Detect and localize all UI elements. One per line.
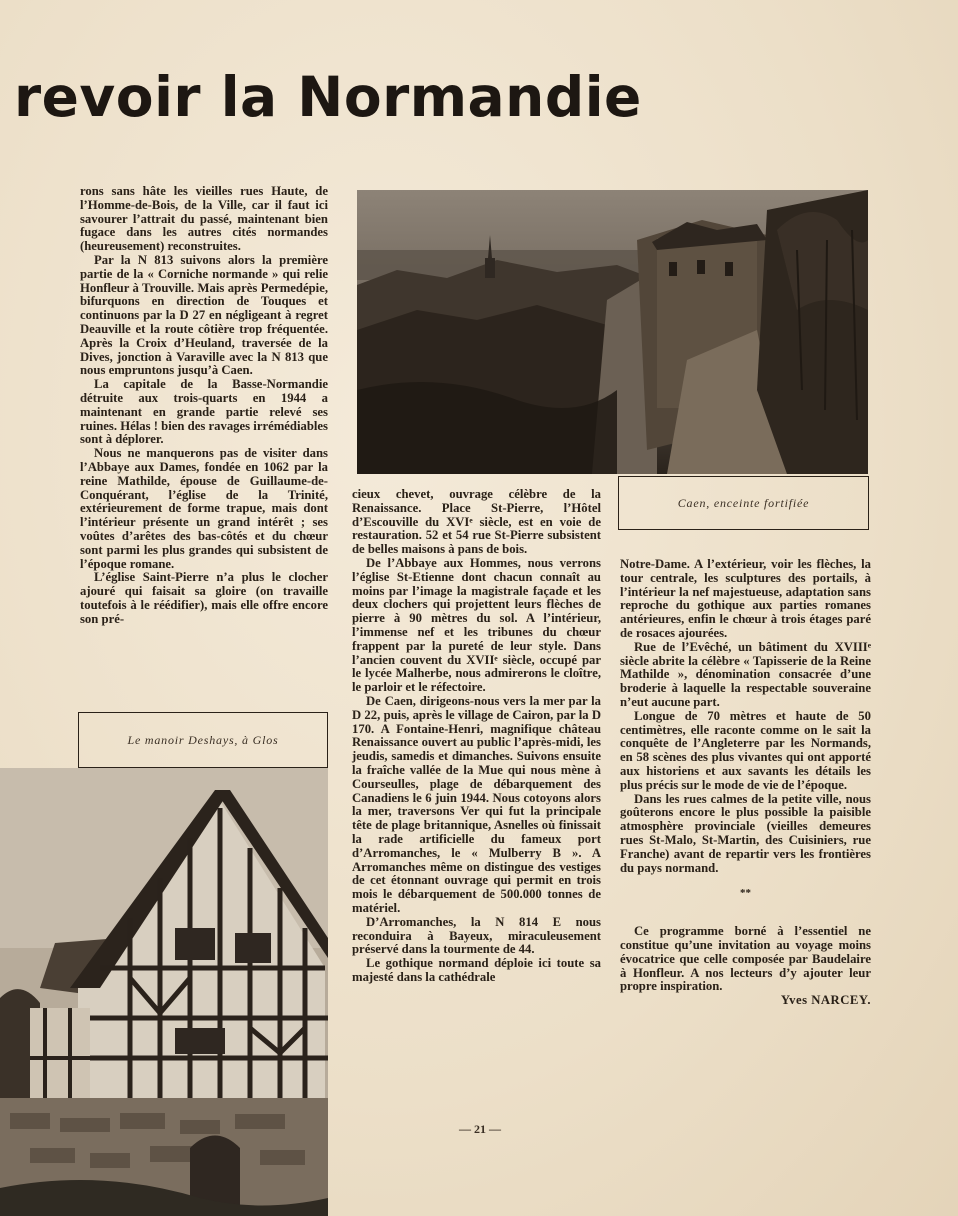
paragraph: L’église Saint-Pierre n’a plus le clocher ajouré qui faisait sa gloire (on travaille toutefois à le réédifier), mais elle offre encore son pré- [80,570,328,626]
paragraph: cieux chevet, ouvrage célèbre de la Renaissance. Place St-Pierre, l’Hôtel d’Escouville du XVIᵉ siècle, est en voie de restauration. 52 et 54 rue St-Pierre subsistent de belles maisons à pans de bois. [352,487,601,557]
paragraph: Nous ne manquerons pas de visiter dans l’Abbaye aux Dames, fondée en 1062 par la reine Mathilde, épouse de Guillaume-de-Conquérant, l’église de la Trinité, extérieurement de forme trapue, mais dont l’intérieur présente un grand intérêt ; ses voûtes d’arêtes des bas-côtés et du chœur sont parmi les plus grandes qui subsistent de l’époque romane. [80,446,328,571]
author-signature: Yves NARCEY. [780,993,871,1008]
paragraph: Par la N 813 suivons alors la première partie de la « Corniche normande » qui relie Honfleur à Trouville. Mais après Permedépie, bifurquons en direction de Touques et continuons par la D 27 en négligeant à regret Deauville et la route côtière trop fréquentée. Après la Croix d’Heuland, traversée de la Dives, jonction à Varaville avec la N 813 que nous empruntons jusqu’à Caen. [80,252,328,378]
conclusion-paragraph: Ce programme borné à l’essentiel ne constitue qu’une invitation au voyage moins évocatrice que celle composée par Baudelaire à Honfleur. A nos lecteurs d’y ajouter leur propre inspiration. [620,924,871,994]
paragraph: Dans les rues calmes de la petite ville, nous goûterons encore le plus possible la paisible atmosphère provinciale (vieilles demeures rues St-Malo, St-Martin, des Cuisiniers, rue Franche) avant de repartir vers les frontières du pays normand. [620,791,871,875]
paragraph: De Caen, dirigeons-nous vers la mer par la D 22, puis, après le village de Cairon, par la D 170. A Fontaine-Henri, magnifique château Renaissance ouvert au public l’après-midi, les jeudis, samedis et dimanches. Suivons ensuite la fraîche vallée de la Mue qui nous mène à Courseulles, plage de débarquement des Canadiens le 6 juin 1944. Nous cotoyons alors la mer, traversons Ver qui fut la principale tête de plage britannique, Asnelles où finissait la rade artificielle du fameux port d’Arromanches, le « Mulberry B ». A Arromanches même on distingue des vestiges de cet étonnant ouvrage qui permit en trois mois le débarquement de 500.000 tonnes de matériel. [352,693,601,915]
column-3 [620,558,871,1008]
caen-photo-caption: Caen, enceinte fortifiée [618,476,869,530]
paragraph: Notre-Dame. A l’extérieur, voir les flèches, la tour centrale, les sculptures des portails, à l’intérieur la nef majestueuse, adaptation sans reproche du gothique aux parties romanes antérieures, enfin le chœur à trois étages paré de rosaces ajourées. [620,557,871,640]
paragraph: Le gothique normand déploie ici toute sa majesté dans la cathédrale [352,956,601,984]
manoir-deshays-photo [0,768,328,1216]
caen-photo-illustration [357,190,868,474]
column-2 [352,488,601,985]
caen-fortified-wall-photo [357,190,868,474]
section-separator: ** [740,887,751,900]
paragraph: rons sans hâte les vieilles rues Haute, de l’Homme-de-Bois, de la Ville, car il faut ici savourer l’attrait du passé, maintenant bien fugace dans les autres cités normandes (heureusement) reconstruites. [80,184,328,254]
paragraph: Longue de 70 mètres et haute de 50 centimètres, elle raconte comme on le sait la conquête de l’Angleterre par les Normands, en 58 scènes des plus vivantes qui ont apporté aux historiens et aux savants les détails les plus précis sur le mode de vie de l’époque. [620,708,871,792]
article-title: revoir la Normandie [14,65,642,129]
paragraph: Rue de l’Evêché, un bâtiment du XVIIIᵉ siècle abrite la célèbre « Tapisserie de la Reine Mathilde », dénomination consacrée d’une broderie à laquelle la respectable souveraine n’eut aucune part. [620,639,871,709]
paragraph: De l’Abbaye aux Hommes, nous verrons l’église St-Etienne dont chacun connaît au moins par l’image la magistrale façade et les deux clochers qui projettent leurs flèches de pierre à 90 mètres du sol. A l’intérieur, l’immense nef et les tribunes du chœur frappent par la pureté de leur style. Dans l’ancien couvent du XVIIᵉ siècle, occupé par le lycée Malherbe, nous admirerons le cloître, le parloir et le réfectoire. [352,555,601,695]
manoir-photo-caption: Le manoir Deshays, à Glos [78,712,328,768]
column-1 [80,185,328,627]
page-number: — 21 — [459,1122,501,1136]
manoir-photo-illustration [0,768,328,1216]
paragraph: La capitale de la Basse-Normandie détruite aux trois-quarts en 1944 a maintenant en grande partie relevé ses ruines. Hélas ! bien des ravages irrémédiables sont à déplorer. [80,377,328,447]
paragraph: D’Arromanches, la N 814 E nous reconduira à Bayeux, miraculeusement préservé dans la tourmente de 44. [352,914,601,957]
